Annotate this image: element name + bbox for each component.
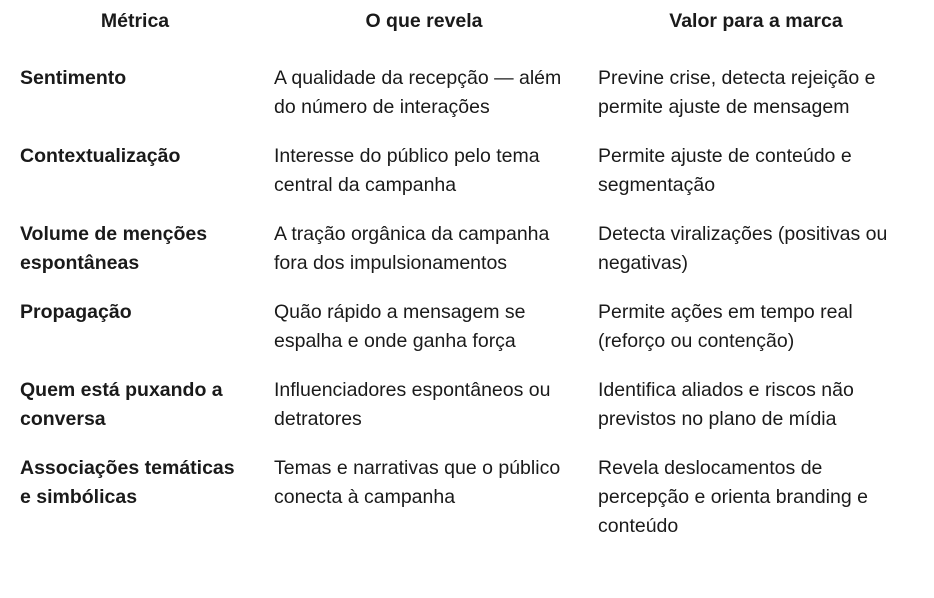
reveals-cell: Temas e narrativas que o público conecta à campanha [274, 457, 561, 508]
table-row [8, 220, 926, 298]
reveals-cell: Influenciadores espontâneos ou detratores [274, 379, 551, 430]
table-body [8, 44, 926, 561]
metric-cell: Volume de menções espontâneas [20, 223, 208, 274]
reveals-cell: Interesse do público pelo tema central da campanha [274, 145, 540, 196]
reveals-cell: Quão rápido a mensagem se espalha e onde ganha força [274, 301, 526, 352]
metric-cell: Propagação [20, 301, 132, 323]
value-cell: Previne crise, detecta rejeição e permite ajuste de mensagem [598, 67, 876, 118]
value-cell: Revela deslocamentos de percepção e orienta branding e conteúdo [598, 457, 868, 537]
value-cell: Permite ações em tempo real (reforço ou contenção) [598, 301, 853, 352]
header-reveals: O que revela [365, 10, 483, 32]
table-row [8, 142, 926, 220]
header-metric: Métrica [100, 10, 170, 32]
value-cell: Identifica aliados e riscos não previstos no plano de mídia [598, 379, 854, 430]
metric-cell: Contextualização [20, 145, 181, 167]
table-row [8, 454, 926, 561]
metric-cell: Sentimento [20, 67, 127, 89]
header-row [8, 0, 926, 44]
header-value: Valor para a marca [669, 10, 843, 32]
table-header [8, 0, 926, 44]
metric-cell: Associações temáticas e simbólicas [20, 457, 235, 508]
metric-cell: Quem está puxando a conversa [20, 379, 223, 430]
table-row [8, 376, 926, 454]
reveals-cell: A tração orgânica da campanha fora dos impulsionamentos [274, 223, 550, 274]
metrics-table [8, 0, 926, 561]
value-cell: Permite ajuste de conteúdo e segmentação [598, 145, 852, 196]
table-row [8, 298, 926, 376]
table-row [8, 44, 926, 142]
reveals-cell: A qualidade da recepção — além do número de interações [274, 67, 562, 118]
value-cell: Detecta viralizações (positivas ou negativas) [598, 223, 888, 274]
